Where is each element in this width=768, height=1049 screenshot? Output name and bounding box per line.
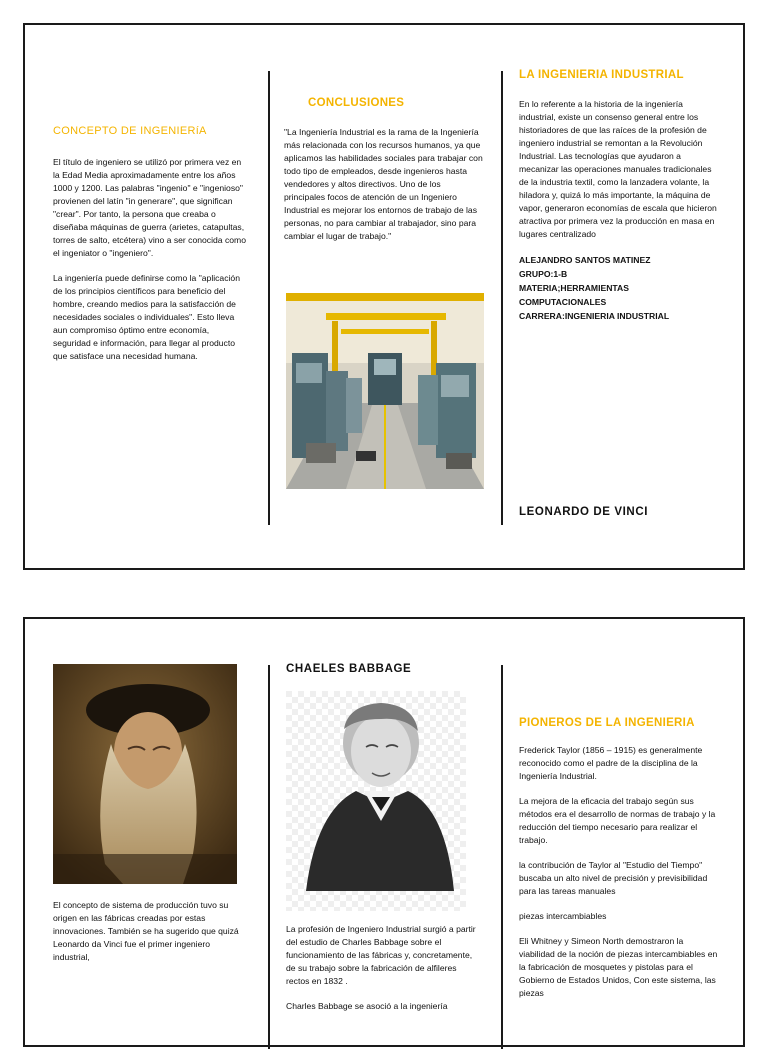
conclusions-heading: CONCLUSIONES xyxy=(308,97,405,109)
author-subject: MATERIA;HERRAMIENTAS xyxy=(519,283,629,293)
industrial-column xyxy=(519,69,719,323)
author-career: CARRERA:INGENIERIA INDUSTRIAL xyxy=(519,311,670,321)
concept-column xyxy=(53,125,249,375)
author-group: GRUPO:1-B xyxy=(519,269,568,279)
column-divider-3 xyxy=(268,665,270,1049)
pioneers-paragraph-1: Frederick Taylor (1856 – 1915) es generalmente reconocido como el padre de la disciplina de la Ingeniería Industrial. xyxy=(519,745,703,781)
leonardo-heading: LEONARDO DE VINCI xyxy=(519,506,649,518)
pioneers-paragraph-4: piezas intercambiables xyxy=(519,911,607,921)
column-divider-2 xyxy=(501,71,503,525)
conclusions-paragraph: "La Ingeniería Industrial es la rama de la Ingeniería más relacionada con los recursos humanos, ya que aplicamos las habilidades sociales para trabajar con todo tipo de empleados, desde ingenieros hasta vendedores y altos directivos. Uno de los principales focos de atención de un Ingeniero Industrial es mejorar los entornos de trabajo de las personas, no para cambiar al trabajador, sino para cambiar el lugar de trabajo." xyxy=(284,127,483,241)
production-column xyxy=(53,899,245,976)
brochure-page-1 xyxy=(23,23,745,570)
babbage-heading: CHAELES BABBAGE xyxy=(286,663,412,675)
production-paragraph: El concepto de sistema de producción tuvo su origen en las fábricas creadas por estas innovaciones. También se ha sugerido que quizá Leonardo da Vinci fue el primer ingeniero industrial, xyxy=(53,900,239,962)
pioneers-paragraph-2: La mejora de la eficacia del trabajo según sus métodos era el desarrollo de normas de trabajo y la reducción del tiempo necesario para realizar el trabajo. xyxy=(519,796,716,845)
leonardo-portrait xyxy=(53,664,237,884)
industrial-paragraph: En lo referente a la historia de la ingeniería industrial, existe un consenso general entre los historiadores de que las raíces de la profesión de ingeniero industrial se remontan a la Revolución Industrial. Las tecnologías que ayudaron a mecanizar las operaciones manuales tradicionales de la industria textil, como la lanzadera volante, la hiladora y, quizá lo más importante, la máquina de vapor, generaron economías de escala que hicieron atractiva por primera vez la producción en masa en lugares centralizado xyxy=(519,99,717,239)
conclusions-column xyxy=(284,97,484,255)
concept-paragraph-1: El título de ingeniero se utilizó por primera vez en la Edad Media aproximadamente entre los años 1000 y 1200. Las palabras "ingenio" e "ingenioso" provienen del latín "in generare", que significan "crear". Por tanto, la persona que creaba o diseñaba máquinas de guerra (arietes, catapultas, torres de salto, etcétera) vino a ser conocida como el ingeniator o "ingeniero". xyxy=(53,157,246,258)
concept-paragraph-2: La ingeniería puede definirse como la "aplicación de los principios científicos para beneficio del hombre, creando medios para la satisfacción de necesidades sociales o individuales". Esto lleva aun compromiso óptimo entre economía, seguridad e información, para llegar al producto que satisface una necesidad humana. xyxy=(53,273,240,361)
author-info xyxy=(519,253,719,323)
pioneers-paragraph-5: Eli Whitney y Simeon North demostraron la viabilidad de la noción de piezas intercambiables en la fabricación de mosquetes y pistolas para el Gobierno de Estados Unidos, Con este sistema, las piezas xyxy=(519,936,718,998)
brochure-page-2 xyxy=(23,617,745,1047)
author-name: ALEJANDRO SANTOS MATINEZ xyxy=(519,255,651,265)
factory-photo xyxy=(286,293,484,489)
column-divider-1 xyxy=(268,71,270,525)
concept-heading: CONCEPTO DE INGENIERíA xyxy=(53,125,207,137)
pioneers-heading: PIONEROS DE LA INGENIERIA xyxy=(519,717,695,729)
babbage-paragraph-2: Charles Babbage se asoció a la ingeniería xyxy=(286,1001,448,1011)
babbage-column xyxy=(286,923,482,1025)
pioneers-column xyxy=(519,717,719,1012)
babbage-paragraph-1: La profesión de Ingeniero Industrial surgió a partir del estudio de Charles Babbage sobre el funcionamiento de las fábricas y, concretamente, de su trabajo sobre la fabricación de alfileres rectos en 1832 . xyxy=(286,924,476,986)
author-subject-cont: COMPUTACIONALES xyxy=(519,297,607,307)
industrial-heading: LA INGENIERIA INDUSTRIAL xyxy=(519,69,684,81)
babbage-portrait xyxy=(286,691,466,911)
pioneers-paragraph-3: la contribución de Taylor al "Estudio del Tiempo" buscaba un alto nivel de precisión y previsibilidad para las tareas manuales xyxy=(519,860,708,896)
column-divider-4 xyxy=(501,665,503,1049)
